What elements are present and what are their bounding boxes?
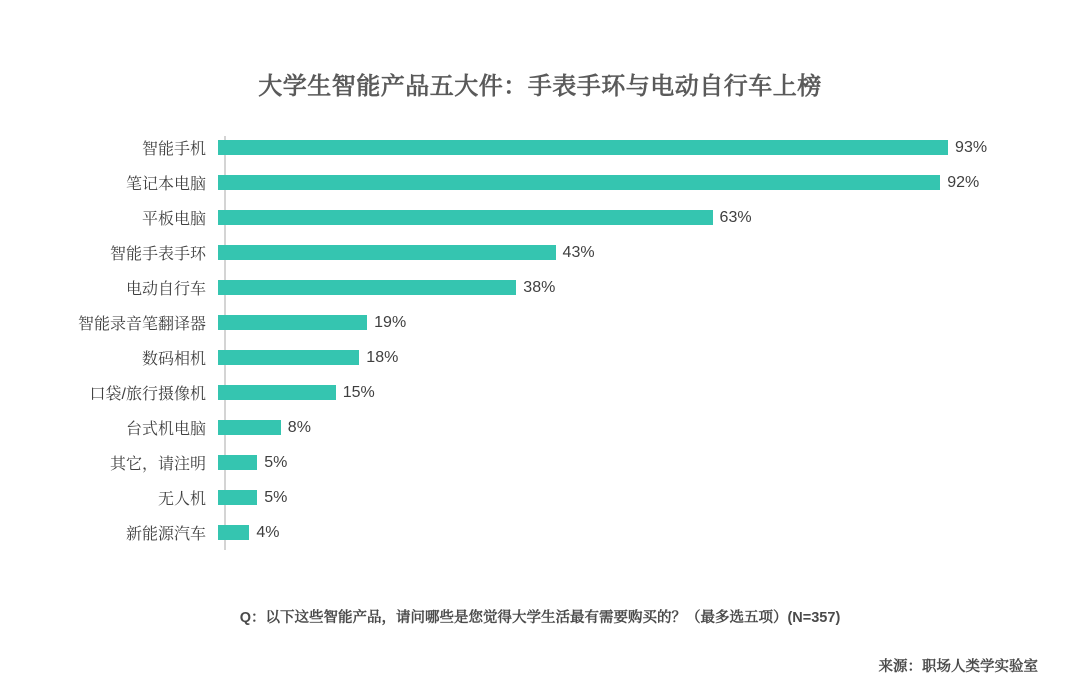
bar-track <box>218 130 1050 165</box>
bar-track <box>218 270 1050 305</box>
bar-category-label: 智能手机 <box>141 141 206 158</box>
bar-value-label: 5% <box>264 453 288 471</box>
bar-value-label: 63% <box>719 208 752 226</box>
chart-source-note: 来源：职场人类学实验室 <box>878 659 1038 675</box>
bar-track <box>218 305 1050 340</box>
bar-category-label: 电动自行车 <box>125 281 206 298</box>
bar <box>218 210 713 225</box>
bar <box>218 175 940 190</box>
bar <box>218 280 516 295</box>
bar-value-label: 92% <box>947 173 980 191</box>
bar-row <box>40 515 1050 550</box>
bar-track <box>218 340 1050 375</box>
bar-category-label: 平板电脑 <box>141 211 206 228</box>
bar-category-label: 口袋/旅行摄像机 <box>89 386 206 403</box>
bar-value-label: 43% <box>562 243 595 261</box>
bar <box>218 245 556 260</box>
bar-row <box>40 375 1050 410</box>
bar <box>218 140 948 155</box>
bar-row <box>40 235 1050 270</box>
bar-category-label: 数码相机 <box>141 351 206 368</box>
bar-row <box>40 130 1050 165</box>
bar <box>218 385 336 400</box>
bar-value-label: 4% <box>256 523 280 541</box>
bar-row <box>40 340 1050 375</box>
bar-category-label: 无人机 <box>157 491 206 508</box>
bar-value-label: 5% <box>264 488 288 506</box>
bar <box>218 350 359 365</box>
bar <box>218 420 281 435</box>
bar-track <box>218 200 1050 235</box>
bar-category-label: 智能手表手环 <box>109 246 206 263</box>
chart-plot-area <box>40 130 1050 550</box>
bar-category-label: 笔记本电脑 <box>125 176 206 193</box>
bar-track <box>218 375 1050 410</box>
bar-value-label: 38% <box>523 278 556 296</box>
bar-category-label: 智能录音笔翻译器 <box>77 316 206 333</box>
bar-track <box>218 515 1050 550</box>
bar-value-label: 15% <box>342 383 375 401</box>
bar-row <box>40 270 1050 305</box>
bar-rows <box>40 130 1050 550</box>
bar-track <box>218 165 1050 200</box>
bar-track <box>218 480 1050 515</box>
chart-title: 大学生智能产品五大件：手表手环与电动自行车上榜 <box>258 73 822 100</box>
bar-row <box>40 410 1050 445</box>
bar <box>218 525 249 540</box>
bar-track <box>218 410 1050 445</box>
bar-value-label: 8% <box>287 418 311 436</box>
bar-row <box>40 305 1050 340</box>
bar-category-label: 其它，请注明 <box>109 456 206 473</box>
bar <box>218 315 367 330</box>
bar <box>218 490 257 505</box>
bar-row <box>40 165 1050 200</box>
bar <box>218 455 257 470</box>
bar-row <box>40 445 1050 480</box>
bar-value-label: 19% <box>374 313 407 331</box>
bar-track <box>218 445 1050 480</box>
bar-row <box>40 480 1050 515</box>
chart-question-note: Q：以下这些智能产品，请问哪些是您觉得大学生活最有需要购买的？（最多选五项）(N=357) <box>239 610 841 626</box>
bar-track <box>218 235 1050 270</box>
bar-category-label: 新能源汽车 <box>125 526 206 543</box>
bar-row <box>40 200 1050 235</box>
bar-value-label: 93% <box>955 138 988 156</box>
bar-value-label: 18% <box>366 348 399 366</box>
bar-category-label: 台式机电脑 <box>125 421 206 438</box>
